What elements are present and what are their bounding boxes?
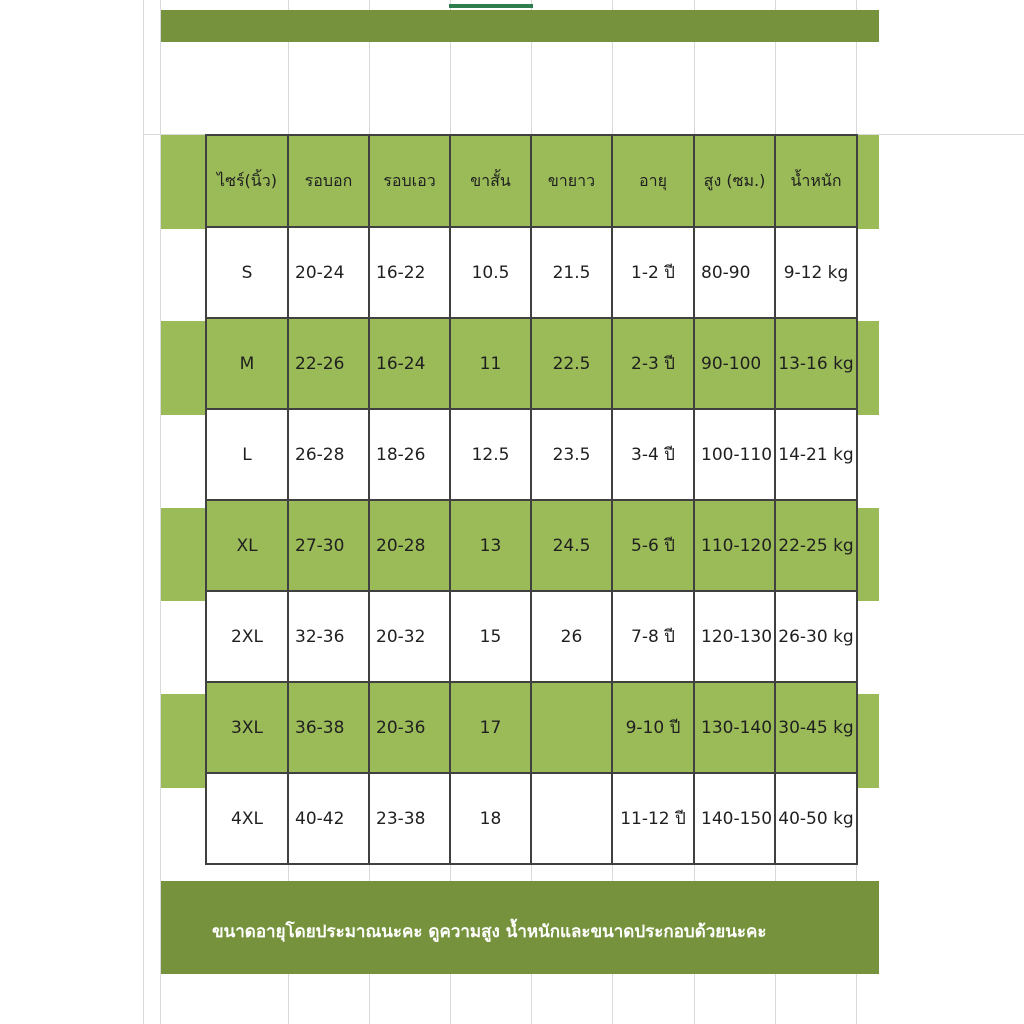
table-cell: 24.5 xyxy=(531,500,612,591)
table-cell: 16-24 xyxy=(369,318,450,409)
table-cell: 3XL xyxy=(206,682,288,773)
table-cell: 23-38 xyxy=(369,773,450,864)
table-header-row xyxy=(206,135,857,227)
table-cell: 18 xyxy=(450,773,531,864)
column-header: สูง (ซม.) xyxy=(694,135,775,227)
table-cell: 11 xyxy=(450,318,531,409)
table-row xyxy=(206,409,857,500)
table-cell: 20-24 xyxy=(288,227,369,318)
table-cell: 2-3 ปี xyxy=(612,318,694,409)
column-header: ขาสั้น xyxy=(450,135,531,227)
table-cell: 30-45 kg xyxy=(775,682,857,773)
table-cell: 100-110 xyxy=(694,409,775,500)
table-cell: 26-30 kg xyxy=(775,591,857,682)
table-cell: 80-90 xyxy=(694,227,775,318)
table-cell: 1-2 ปี xyxy=(612,227,694,318)
table-cell: 40-42 xyxy=(288,773,369,864)
table-cell: 20-32 xyxy=(369,591,450,682)
table-cell: 90-100 xyxy=(694,318,775,409)
table-cell xyxy=(531,682,612,773)
table-cell: 23.5 xyxy=(531,409,612,500)
table-cell: 21.5 xyxy=(531,227,612,318)
table-cell: 13 xyxy=(450,500,531,591)
column-header: ไซร์(นิ้ว) xyxy=(206,135,288,227)
table-cell: 3-4 ปี xyxy=(612,409,694,500)
table-cell: 36-38 xyxy=(288,682,369,773)
column-header: ขายาว xyxy=(531,135,612,227)
table-cell: 4XL xyxy=(206,773,288,864)
column-header: อายุ xyxy=(612,135,694,227)
table-cell: 15 xyxy=(450,591,531,682)
table-cell: 22-26 xyxy=(288,318,369,409)
table-cell: 20-28 xyxy=(369,500,450,591)
table-cell xyxy=(531,773,612,864)
table-row xyxy=(206,682,857,773)
table-cell: 9-10 ปี xyxy=(612,682,694,773)
column-header: น้ำหนัก xyxy=(775,135,857,227)
table-cell: 17 xyxy=(450,682,531,773)
table-row xyxy=(206,773,857,864)
table-cell: 32-36 xyxy=(288,591,369,682)
table-cell: 140-150 xyxy=(694,773,775,864)
table-cell: 26 xyxy=(531,591,612,682)
table-cell: 5-6 ปี xyxy=(612,500,694,591)
table-cell: 20-36 xyxy=(369,682,450,773)
sheet-margin xyxy=(0,0,143,1024)
table-row xyxy=(206,500,857,591)
table-cell: 9-12 kg xyxy=(775,227,857,318)
table-cell: 16-22 xyxy=(369,227,450,318)
table-cell: 120-130 xyxy=(694,591,775,682)
table-row xyxy=(206,591,857,682)
table-cell: 18-26 xyxy=(369,409,450,500)
table-cell: 130-140 xyxy=(694,682,775,773)
table-cell: 26-28 xyxy=(288,409,369,500)
table-cell: 22.5 xyxy=(531,318,612,409)
table-cell: 2XL xyxy=(206,591,288,682)
table-cell: 7-8 ปี xyxy=(612,591,694,682)
table-cell: 10.5 xyxy=(450,227,531,318)
table-cell: L xyxy=(206,409,288,500)
footer-note: ขนาดอายุโดยประมาณนะคะ ดูความสูง น้ำหนักและขนาดประกอบด้วยนะคะ xyxy=(212,922,767,942)
table-cell: XL xyxy=(206,500,288,591)
column-header: รอบเอว xyxy=(369,135,450,227)
table-cell: 40-50 kg xyxy=(775,773,857,864)
column-header: รอบอก xyxy=(288,135,369,227)
table-cell: M xyxy=(206,318,288,409)
gridline xyxy=(143,0,144,1024)
table-cell: 13-16 kg xyxy=(775,318,857,409)
table-cell: 110-120 xyxy=(694,500,775,591)
top-banner xyxy=(161,10,879,42)
selected-column-indicator xyxy=(449,4,533,8)
table-cell: 12.5 xyxy=(450,409,531,500)
size-chart-table xyxy=(205,134,858,865)
table-cell: S xyxy=(206,227,288,318)
table-cell: 22-25 kg xyxy=(775,500,857,591)
table-cell: 27-30 xyxy=(288,500,369,591)
table-row xyxy=(206,318,857,409)
table-cell: 14-21 kg xyxy=(775,409,857,500)
table-cell: 11-12 ปี xyxy=(612,773,694,864)
table-row xyxy=(206,227,857,318)
